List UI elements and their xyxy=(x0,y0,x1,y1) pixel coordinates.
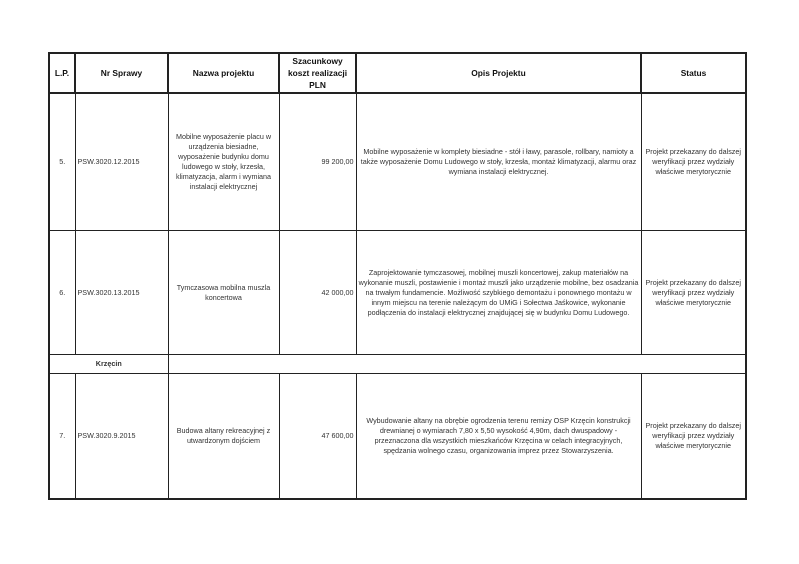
cell-opis: Mobilne wyposażenie w komplety biesiadne - stół i ławy, parasole, rollbary, namioty a także wyposażenie Domu Ludowego w stoły, krzesła, montaż klimatyzacji, alarmu oraz wymiana instalacji elektrycznej. xyxy=(356,93,641,231)
header-nazwa-projektu: Nazwa projektu xyxy=(168,53,279,93)
header-opis-projektu: Opis Projektu xyxy=(356,53,641,93)
table-row xyxy=(49,93,746,231)
cell-koszt: 47 600,00 xyxy=(279,374,356,500)
cell-opis: Wybudowanie altany na obrębie ogrodzenia terenu remizy OSP Krzęcin konstrukcji drewnianej o wymiarach 7,80 x 5,50 wysokość 4,90m, dach dwuspadowy - przeznaczona dla wszystkich mieszkańców Krzęcina w celach integracyjnych, spędzania wolnego czasu, organizowania imprez przez Stowarzyszenia. xyxy=(356,374,641,500)
cell-nazwa-projektu: Mobilne wyposażenie placu w urządzenia biesiadne, wyposażenie budynku domu ludowego w stoły, krzesła, klimatyzacja, alarm i wymiana instalacji elektrycznej xyxy=(168,93,279,231)
table-row xyxy=(49,231,746,355)
header-nr-sprawy: Nr Sprawy xyxy=(75,53,168,93)
cell-nr-sprawy: PSW.3020.12.2015 xyxy=(75,93,168,231)
header-koszt: Szacunkowy koszt realizacji PLN xyxy=(279,53,356,93)
section-name: Krzęcin xyxy=(49,355,168,374)
cell-opis: Zaprojektowanie tymczasowej, mobilnej muszli koncertowej, zakup materiałów na wykonanie muszli, postawienie i montaż muszli jako urządzenie mobilne, bez osadzania na trwałym fundamencie. Możliwość szybkiego demontażu i ponownego montażu w innym miejscu na terenie należącym do UMiG i Sołectwa Jaśkowice, wykonanie podłączenia do instalacji elektrycznej znajdującej się w budynku Domu Ludowego. xyxy=(356,231,641,355)
cell-lp: 6. xyxy=(49,231,75,355)
cell-nazwa-projektu: Tymczasowa mobilna muszla koncertowa xyxy=(168,231,279,355)
section-empty-cell xyxy=(168,355,746,374)
cell-koszt: 99 200,00 xyxy=(279,93,356,231)
section-row xyxy=(49,355,746,374)
cell-lp: 5. xyxy=(49,93,75,231)
header-lp: L.P. xyxy=(49,53,75,93)
cell-nazwa-projektu: Budowa altany rekreacyjnej z utwardzonym dojściem xyxy=(168,374,279,500)
table-header-row xyxy=(49,53,746,93)
cell-status: Projekt przekazany do dalszej weryfikacji przez wydziały właściwe merytorycznie xyxy=(641,374,746,500)
cell-nr-sprawy: PSW.3020.9.2015 xyxy=(75,374,168,500)
table-row xyxy=(49,374,746,500)
cell-lp: 7. xyxy=(49,374,75,500)
cell-nr-sprawy: PSW.3020.13.2015 xyxy=(75,231,168,355)
cell-koszt: 42 000,00 xyxy=(279,231,356,355)
cell-status: Projekt przekazany do dalszej weryfikacji przez wydziały właściwe merytorycznie xyxy=(641,93,746,231)
cell-status: Projekt przekazany do dalszej weryfikacji przez wydziały właściwe merytorycznie xyxy=(641,231,746,355)
header-status: Status xyxy=(641,53,746,93)
projects-table xyxy=(48,52,747,500)
